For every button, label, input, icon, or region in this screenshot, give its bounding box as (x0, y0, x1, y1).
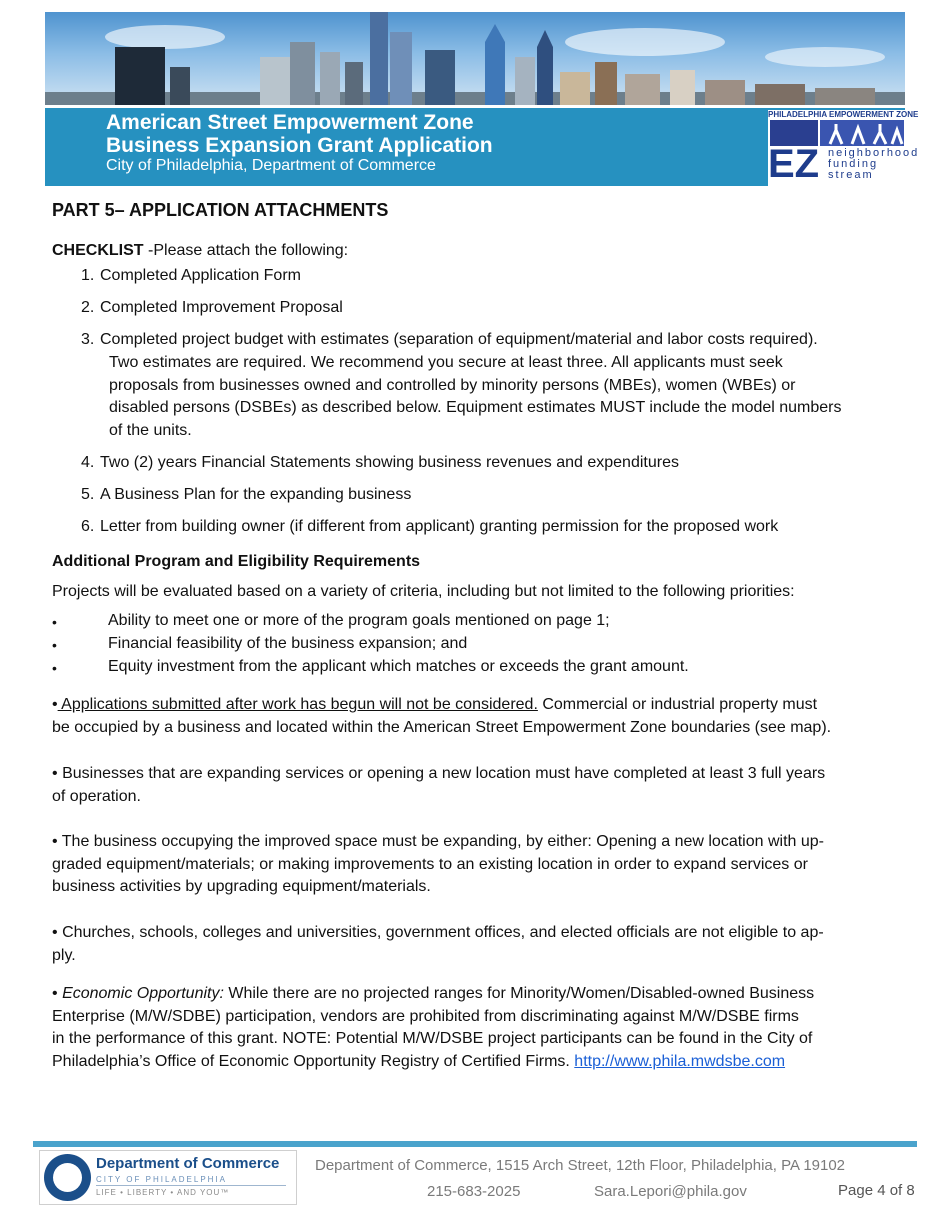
bullet-icon: • (52, 614, 57, 630)
requirements-intro: Projects will be evaluated based on a variety of criteria, including but not limited to the following priorities: (52, 583, 795, 600)
ez-words: neighborhood funding stream (828, 147, 920, 181)
list-item: Two (2) years Financial Statements showing business revenues and expenditures (100, 454, 679, 471)
page-number: Page 4 of 8 (838, 1182, 915, 1199)
ez-letters: EZ (768, 142, 820, 186)
list-item-number: 2. (81, 299, 95, 316)
priority-item: Equity investment from the applicant which matches or exceeds the grant amount. (108, 658, 689, 675)
paragraph-economic-opportunity: • Economic Opportunity: While there are no projected ranges for Minority/Women/Disabled-owned Business Enterprise (M/W/SDBE) participation, vendors are prohibited from discriminating against M/W/DSBE firms in the performance of this grant. NOTE: Potential M/W/DSBE project participants can be found in the City of Philadelphia’s Office of Economic Opportunity Registry of Certified Firms. http://www.phila.mwdsbe.com (52, 985, 815, 1070)
section-heading: Additional Program and Eligibility Requirements (52, 553, 421, 570)
list-item-number: 1. (81, 267, 95, 284)
bullet-icon: • (52, 637, 57, 653)
header-band (45, 108, 920, 186)
list-item: A Business Plan for the expanding business (100, 486, 412, 503)
paragraph-operation: • Businesses that are expanding services or opening a new location must have completed at least 3 full years of operation. (52, 765, 826, 805)
footer-email: Sara.Lepori@phila.gov (594, 1183, 747, 1200)
paragraph-ineligible: • Churches, schools, colleges and universities, government offices, and elected officials are not eligible to ap- ply. (52, 924, 824, 964)
skyline-banner-image (45, 12, 905, 105)
mwdsbe-link[interactable]: http://www.phila.mwdsbe.com (574, 1052, 786, 1070)
list-item-continuation: Two estimates are required. We recommend you secure at least three. All applicants must seek proposals from businesses owned and controlled by minority persons (MBEs), women (WBEs) or disabled persons (DSBEs) as described below. Equipment estimates MUST include the model numbers of the units. (109, 354, 842, 439)
footer-phone: 215-683-2025 (427, 1183, 521, 1200)
paragraph-applications: • Applications submitted after work has begun will not be considered. Commercial or industrial property must be occupied by a business and located within the American Street Empowerment Zone boundaries (see map). (52, 696, 832, 736)
list-item-number: 5. (81, 486, 95, 503)
page-title: PART 5– APPLICATION ATTACHMENTS (52, 200, 389, 220)
footer-address: Department of Commerce, 1515 Arch Street, 12th Floor, Philadelphia, PA 19102 (315, 1157, 846, 1174)
list-item: Completed Improvement Proposal (100, 299, 343, 316)
paragraph-expansion: • The business occupying the improved space must be expanding, by either: Opening a new location with up- graded equipment/materials; or making improvements to an existing location in order to expand services or business activities by upgrading equipment/materials. (52, 833, 824, 895)
checklist-intro: CHECKLIST -Please attach the following: (52, 242, 349, 259)
priority-item: Financial feasibility of the business expansion; and (108, 635, 468, 652)
header-title-line1: American Street Empowerment Zone (106, 111, 474, 134)
list-item: Completed Application Form (100, 267, 301, 284)
list-item: Completed project budget with estimates (separation of equipment/material and labor costs required). (100, 331, 818, 348)
header-subtitle: City of Philadelphia, Department of Commerce (106, 157, 436, 174)
priority-item: Ability to meet one or more of the program goals mentioned on page 1; (108, 612, 610, 629)
header-title-line2: Business Expansion Grant Application (106, 134, 493, 157)
list-item-number: 6. (81, 518, 95, 535)
bullet-icon: • (52, 660, 57, 676)
list-item: Letter from building owner (if different from applicant) granting permission for the proposed work (100, 518, 779, 535)
footer-divider (33, 1141, 917, 1147)
empowerment-zone-logo: PHILADELPHIA EMPOWERMENT ZONE EZ neighborhood funding stream (768, 110, 920, 186)
list-item-number: 3. (81, 331, 95, 348)
list-item-number: 4. (81, 454, 95, 471)
city-seal-icon (44, 1154, 91, 1201)
department-of-commerce-logo: Department of Commerce CITY OF PHILADELPHIA LIFE • LIBERTY • AND YOU™ (39, 1150, 297, 1205)
